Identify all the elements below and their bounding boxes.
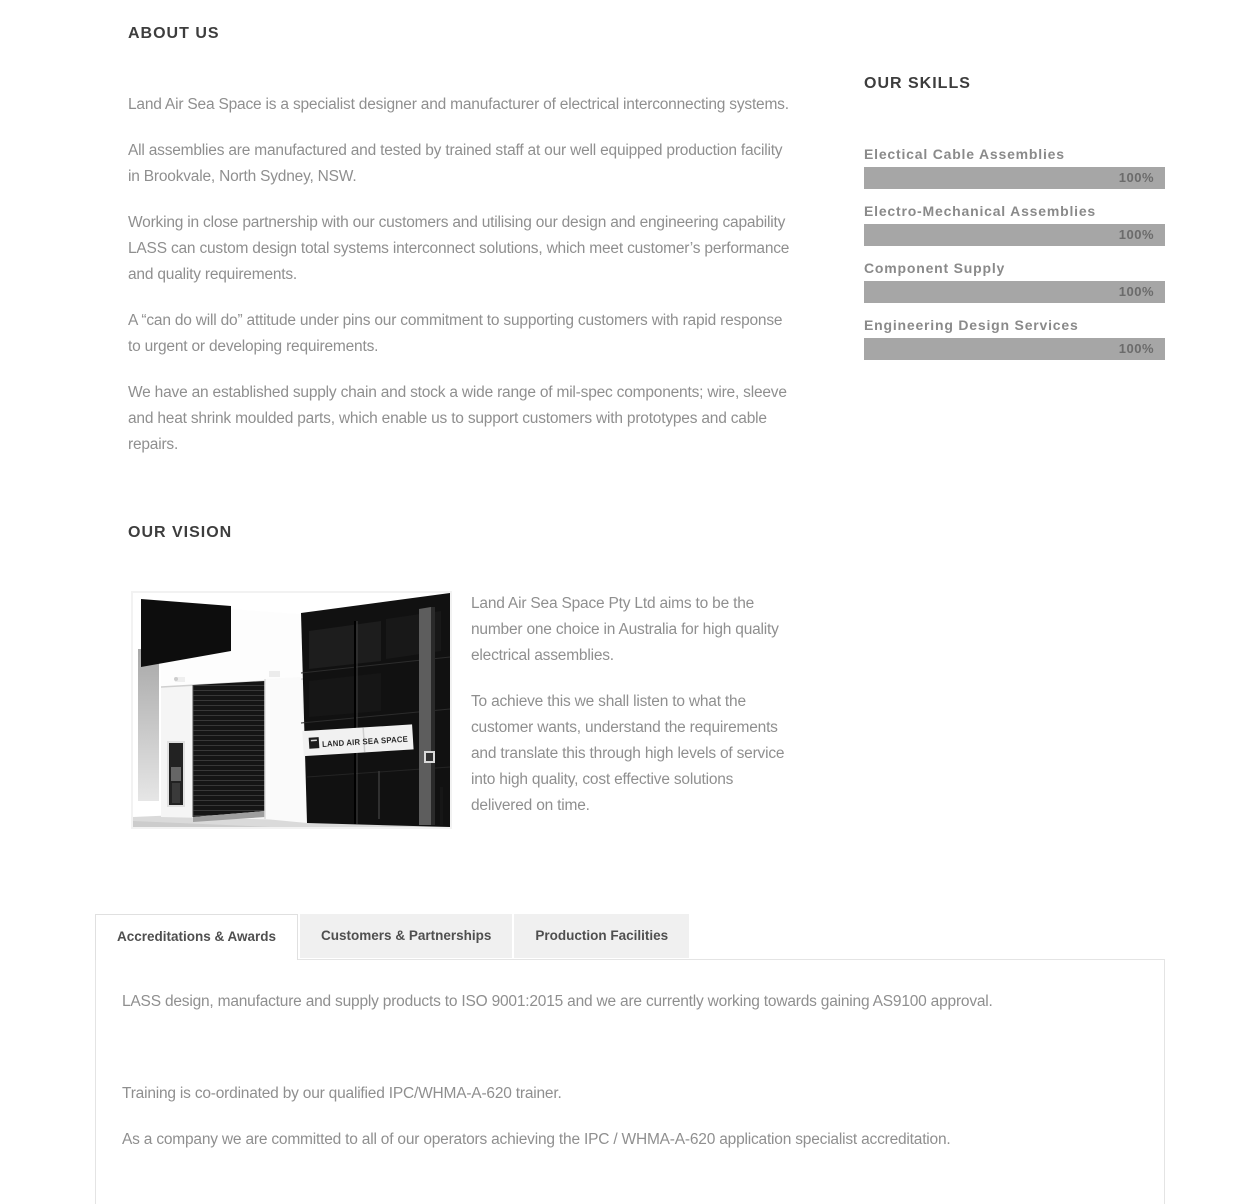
tab-panel-accreditations (95, 959, 1165, 1204)
skills-heading: OUR SKILLS (864, 75, 971, 92)
panel-paragraph-2: Training is co-ordinated by our qualified IPC/WHMA-A-620 trainer. (122, 1085, 562, 1102)
about-paragraph-2: All assemblies are manufactured and tested by trained staff at our well equipped production facility in Brookvale, North Sydney, NSW. (128, 142, 783, 185)
skill-label: Component Supply (864, 260, 1006, 276)
main-row (95, 26, 1165, 839)
skill-progress-track (864, 224, 1165, 246)
vision-text (471, 591, 794, 839)
skill-percent: 100% (1118, 227, 1154, 242)
sign-text: LAND AIR SEA SPACE (321, 734, 414, 749)
tab-customers-partnerships[interactable]: Customers & Partnerships (300, 914, 512, 958)
tab-production-facilities[interactable]: Production Facilities (514, 914, 689, 958)
about-section (95, 26, 794, 839)
skill-percent: 100% (1118, 341, 1154, 356)
skills-sidebar (864, 26, 1165, 839)
skill-item-engineering-design-services (864, 317, 1165, 360)
skill-progress-bar (864, 281, 1165, 303)
info-tabs-block (95, 914, 1165, 1204)
vision-section (128, 525, 794, 839)
skill-progress-bar (864, 224, 1165, 246)
panel-paragraph-3: As a company we are committed to all of our operators achieving the IPC / WHMA-A-620 application specialist accreditation. (122, 1131, 951, 1148)
skill-label: Electical Cable Assemblies (864, 146, 1065, 162)
page-content (95, 0, 1165, 1204)
tab-accreditations-awards[interactable]: Accreditations & Awards (95, 914, 298, 960)
skill-progress-bar (864, 338, 1165, 360)
about-paragraph-3: Working in close partnership with our customers and utilising our design and engineering capability LASS can custom design total systems interconnect solutions, which meet customer’s performance and quality requirements. (128, 214, 790, 283)
skill-progress-track (864, 167, 1165, 189)
vision-heading: OUR VISION (128, 524, 233, 541)
skill-label: Engineering Design Services (864, 317, 1079, 333)
vision-building-photo (131, 591, 452, 829)
about-paragraph-5: We have an established supply chain and stock a wide range of mil-spec components; wire, sleeve and heat shrink moulded parts, which enable us to support customers with prototypes and cable repairs. (128, 384, 787, 453)
skill-percent: 100% (1118, 170, 1154, 185)
skill-item-component-supply (864, 260, 1165, 303)
skill-item-electro-mechanical-assemblies (864, 203, 1165, 246)
tab-bar (95, 914, 1165, 959)
skill-progress-track (864, 281, 1165, 303)
about-paragraph-4: A “can do will do” attitude under pins our commitment to supporting customers with rapid response to urgent or developing requirements. (128, 312, 783, 355)
vision-paragraph-1: Land Air Sea Space Pty Ltd aims to be the number one choice in Australia for high quality electrical assemblies. (471, 595, 779, 664)
skill-progress-track (864, 338, 1165, 360)
about-heading: ABOUT US (128, 25, 220, 42)
about-paragraph-1: Land Air Sea Space is a specialist designer and manufacturer of electrical interconnecting systems. (128, 96, 789, 113)
panel-paragraph-spacer (122, 1035, 1138, 1061)
building-illustration (131, 591, 452, 829)
vision-row (131, 591, 794, 839)
skill-item-electrical-cable-assemblies (864, 146, 1165, 189)
skill-percent: 100% (1118, 284, 1154, 299)
vision-paragraph-2: To achieve this we shall listen to what the customer wants, understand the requirements and translate this through high levels of service into high quality, cost effective solutions delivered on time. (471, 693, 785, 814)
skill-progress-bar (864, 167, 1165, 189)
sign-logo-icon (309, 737, 320, 749)
skill-label: Electro-Mechanical Assemblies (864, 203, 1096, 219)
panel-paragraph-1: LASS design, manufacture and supply products to ISO 9001:2015 and we are currently working towards gaining AS9100 approval. (122, 993, 993, 1010)
